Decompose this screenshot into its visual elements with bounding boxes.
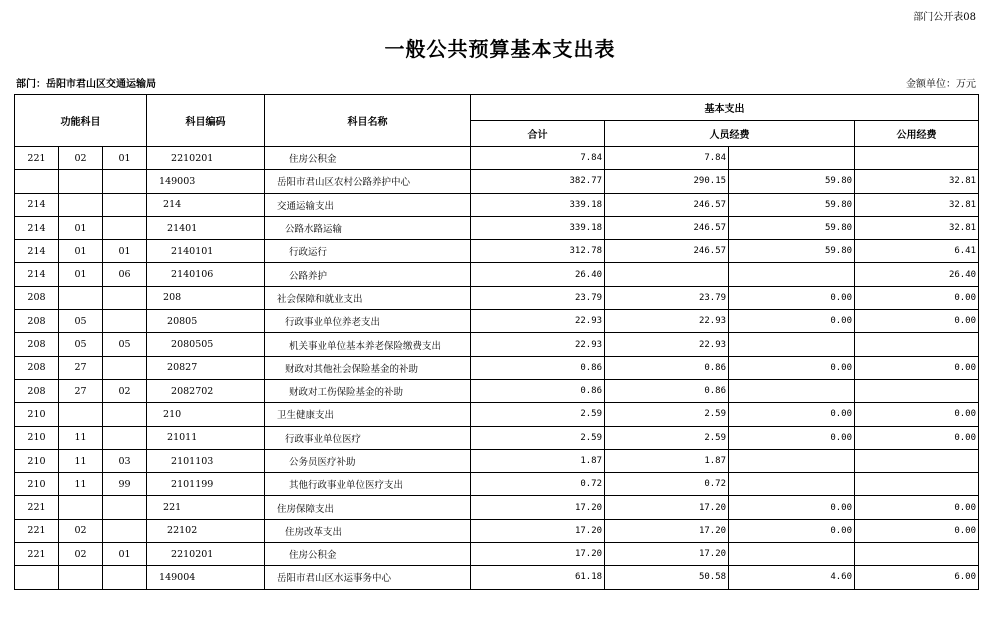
personnel-cell: 17.20 xyxy=(605,543,729,566)
table-row xyxy=(15,566,979,589)
table-row xyxy=(15,310,979,333)
func-section-cell: 11 xyxy=(59,426,103,449)
func-class-cell: 214 xyxy=(15,263,59,286)
func-class-cell: 208 xyxy=(15,333,59,356)
personnel-extra-cell xyxy=(729,473,855,496)
table-row xyxy=(15,286,979,309)
func-class-cell: 214 xyxy=(15,240,59,263)
personnel-cell: 23.79 xyxy=(605,286,729,309)
personnel-extra-cell: 0.00 xyxy=(729,356,855,379)
func-section-cell: 01 xyxy=(59,263,103,286)
personnel-cell: 290.15 xyxy=(605,170,729,193)
total-cell: 17.20 xyxy=(471,543,605,566)
subject-name-cell: 行政事业单位养老支出 xyxy=(265,310,471,333)
func-item-cell xyxy=(103,193,147,216)
subject-code-cell: 2082702 xyxy=(147,379,265,402)
total-cell: 2.59 xyxy=(471,403,605,426)
amount-unit-label: 金额单位：万元 xyxy=(906,79,976,90)
func-item-cell: 05 xyxy=(103,333,147,356)
personnel-cell: 50.58 xyxy=(605,566,729,589)
subject-code-cell: 2210201 xyxy=(147,147,265,170)
personnel-cell: 17.20 xyxy=(605,496,729,519)
table-row xyxy=(15,473,979,496)
personnel-extra-cell xyxy=(729,147,855,170)
subject-code-cell: 21011 xyxy=(147,426,265,449)
func-class-cell: 208 xyxy=(15,379,59,402)
subject-name-cell: 行政运行 xyxy=(265,240,471,263)
func-class-cell: 210 xyxy=(15,449,59,472)
header-func-subject: 功能科目 xyxy=(15,95,147,147)
personnel-extra-cell: 0.00 xyxy=(729,286,855,309)
personnel-cell: 7.84 xyxy=(605,147,729,170)
personnel-cell: 0.72 xyxy=(605,473,729,496)
func-item-cell: 99 xyxy=(103,473,147,496)
func-section-cell: 01 xyxy=(59,240,103,263)
func-item-cell xyxy=(103,496,147,519)
func-class-cell xyxy=(15,170,59,193)
func-section-cell: 01 xyxy=(59,216,103,239)
subject-name-cell: 住房公积金 xyxy=(265,147,471,170)
total-cell: 382.77 xyxy=(471,170,605,193)
public-cell: 0.00 xyxy=(855,496,979,519)
total-cell: 22.93 xyxy=(471,333,605,356)
func-class-cell: 214 xyxy=(15,216,59,239)
func-class-cell: 210 xyxy=(15,403,59,426)
func-class-cell: 221 xyxy=(15,496,59,519)
total-cell: 7.84 xyxy=(471,147,605,170)
subject-name-cell: 住房改革支出 xyxy=(265,519,471,542)
func-section-cell xyxy=(59,170,103,193)
total-cell: 339.18 xyxy=(471,193,605,216)
personnel-extra-cell: 59.80 xyxy=(729,193,855,216)
public-cell xyxy=(855,473,979,496)
func-section-cell: 11 xyxy=(59,449,103,472)
personnel-cell: 246.57 xyxy=(605,193,729,216)
public-cell: 0.00 xyxy=(855,403,979,426)
subject-name-cell: 卫生健康支出 xyxy=(265,403,471,426)
total-cell: 17.20 xyxy=(471,496,605,519)
func-item-cell xyxy=(103,426,147,449)
table-row xyxy=(15,379,979,402)
total-cell: 0.86 xyxy=(471,356,605,379)
form-number: 部门公开表08 xyxy=(913,12,976,23)
table-row xyxy=(15,426,979,449)
subject-name-cell: 其他行政事业单位医疗支出 xyxy=(265,473,471,496)
public-cell xyxy=(855,449,979,472)
personnel-extra-cell: 0.00 xyxy=(729,519,855,542)
subject-code-cell: 2210201 xyxy=(147,543,265,566)
subject-name-cell: 住房保障支出 xyxy=(265,496,471,519)
subject-code-cell: 208 xyxy=(147,286,265,309)
func-section-cell: 02 xyxy=(59,543,103,566)
table-row xyxy=(15,543,979,566)
total-cell: 339.18 xyxy=(471,216,605,239)
func-section-cell: 02 xyxy=(59,519,103,542)
subject-code-cell: 2140101 xyxy=(147,240,265,263)
personnel-extra-cell: 0.00 xyxy=(729,496,855,519)
subject-name-cell: 行政事业单位医疗 xyxy=(265,426,471,449)
func-section-cell xyxy=(59,496,103,519)
personnel-cell: 22.93 xyxy=(605,310,729,333)
func-item-cell xyxy=(103,216,147,239)
subject-code-cell: 2140106 xyxy=(147,263,265,286)
func-section-cell: 02 xyxy=(59,147,103,170)
func-item-cell xyxy=(103,170,147,193)
personnel-extra-cell xyxy=(729,263,855,286)
subject-name-cell: 财政对其他社会保险基金的补助 xyxy=(265,356,471,379)
func-section-cell xyxy=(59,566,103,589)
personnel-cell: 246.57 xyxy=(605,216,729,239)
personnel-cell: 246.57 xyxy=(605,240,729,263)
table-body xyxy=(15,147,979,590)
table-row xyxy=(15,193,979,216)
func-class-cell: 208 xyxy=(15,356,59,379)
public-cell: 0.00 xyxy=(855,519,979,542)
personnel-extra-cell: 59.80 xyxy=(729,240,855,263)
table-row xyxy=(15,449,979,472)
personnel-cell: 2.59 xyxy=(605,403,729,426)
personnel-extra-cell: 59.80 xyxy=(729,170,855,193)
subject-code-cell: 210 xyxy=(147,403,265,426)
func-section-cell xyxy=(59,403,103,426)
func-class-cell: 210 xyxy=(15,473,59,496)
personnel-cell: 0.86 xyxy=(605,356,729,379)
personnel-extra-cell: 0.00 xyxy=(729,403,855,426)
personnel-extra-cell xyxy=(729,379,855,402)
header-total: 合计 xyxy=(471,121,605,147)
table-row xyxy=(15,147,979,170)
subject-code-cell: 149004 xyxy=(147,566,265,589)
public-cell: 32.81 xyxy=(855,216,979,239)
subject-name-cell: 机关事业单位基本养老保险缴费支出 xyxy=(265,333,471,356)
subject-name-cell: 财政对工伤保险基金的补助 xyxy=(265,379,471,402)
func-section-cell: 11 xyxy=(59,473,103,496)
subject-name-cell: 岳阳市君山区水运事务中心 xyxy=(265,566,471,589)
public-cell: 32.81 xyxy=(855,193,979,216)
public-cell: 6.41 xyxy=(855,240,979,263)
subject-name-cell: 住房公积金 xyxy=(265,543,471,566)
subject-code-cell: 214 xyxy=(147,193,265,216)
table-row xyxy=(15,240,979,263)
total-cell: 26.40 xyxy=(471,263,605,286)
personnel-cell: 0.86 xyxy=(605,379,729,402)
personnel-extra-cell: 0.00 xyxy=(729,310,855,333)
func-class-cell: 210 xyxy=(15,426,59,449)
func-class-cell: 221 xyxy=(15,147,59,170)
personnel-cell: 22.93 xyxy=(605,333,729,356)
department-label: 部门：岳阳市君山区交通运输局 xyxy=(16,79,156,90)
total-cell: 22.93 xyxy=(471,310,605,333)
public-cell: 26.40 xyxy=(855,263,979,286)
subject-name-cell: 社会保障和就业支出 xyxy=(265,286,471,309)
subject-name-cell: 交通运输支出 xyxy=(265,193,471,216)
public-cell xyxy=(855,333,979,356)
public-cell xyxy=(855,379,979,402)
personnel-extra-cell: 0.00 xyxy=(729,426,855,449)
total-cell: 2.59 xyxy=(471,426,605,449)
table-row xyxy=(15,403,979,426)
func-class-cell xyxy=(15,566,59,589)
func-class-cell: 214 xyxy=(15,193,59,216)
personnel-extra-cell xyxy=(729,333,855,356)
subject-code-cell: 2080505 xyxy=(147,333,265,356)
subject-name-cell: 岳阳市君山区农村公路养护中心 xyxy=(265,170,471,193)
personnel-cell xyxy=(605,263,729,286)
total-cell: 23.79 xyxy=(471,286,605,309)
func-class-cell: 208 xyxy=(15,286,59,309)
personnel-cell: 1.87 xyxy=(605,449,729,472)
public-cell: 0.00 xyxy=(855,356,979,379)
func-class-cell: 221 xyxy=(15,543,59,566)
table-row xyxy=(15,263,979,286)
public-cell: 0.00 xyxy=(855,426,979,449)
func-item-cell: 01 xyxy=(103,543,147,566)
header-personnel: 人员经费 xyxy=(605,121,855,147)
table-row xyxy=(15,356,979,379)
total-cell: 1.87 xyxy=(471,449,605,472)
func-section-cell: 27 xyxy=(59,356,103,379)
personnel-extra-cell xyxy=(729,449,855,472)
total-cell: 17.20 xyxy=(471,519,605,542)
public-cell: 0.00 xyxy=(855,310,979,333)
func-item-cell xyxy=(103,403,147,426)
expenditure-table xyxy=(14,94,979,590)
total-cell: 0.86 xyxy=(471,379,605,402)
func-item-cell: 01 xyxy=(103,240,147,263)
personnel-extra-cell: 59.80 xyxy=(729,216,855,239)
subject-name-cell: 公务员医疗补助 xyxy=(265,449,471,472)
subject-code-cell: 20827 xyxy=(147,356,265,379)
func-item-cell: 03 xyxy=(103,449,147,472)
personnel-extra-cell: 4.60 xyxy=(729,566,855,589)
func-item-cell: 02 xyxy=(103,379,147,402)
personnel-extra-cell xyxy=(729,543,855,566)
func-class-cell: 208 xyxy=(15,310,59,333)
header-public: 公用经费 xyxy=(855,121,979,147)
subject-code-cell: 2101199 xyxy=(147,473,265,496)
total-cell: 0.72 xyxy=(471,473,605,496)
subject-name-cell: 公路养护 xyxy=(265,263,471,286)
subject-code-cell: 20805 xyxy=(147,310,265,333)
subject-code-cell: 2101103 xyxy=(147,449,265,472)
func-item-cell: 06 xyxy=(103,263,147,286)
public-cell: 0.00 xyxy=(855,286,979,309)
public-cell xyxy=(855,147,979,170)
table-row xyxy=(15,333,979,356)
func-item-cell xyxy=(103,310,147,333)
table-row xyxy=(15,519,979,542)
subject-code-cell: 21401 xyxy=(147,216,265,239)
func-item-cell xyxy=(103,286,147,309)
func-class-cell: 221 xyxy=(15,519,59,542)
func-section-cell: 05 xyxy=(59,310,103,333)
personnel-cell: 17.20 xyxy=(605,519,729,542)
func-section-cell: 05 xyxy=(59,333,103,356)
subject-code-cell: 221 xyxy=(147,496,265,519)
func-section-cell: 27 xyxy=(59,379,103,402)
func-item-cell xyxy=(103,356,147,379)
table-row xyxy=(15,170,979,193)
total-cell: 312.78 xyxy=(471,240,605,263)
public-cell: 32.81 xyxy=(855,170,979,193)
personnel-cell: 2.59 xyxy=(605,426,729,449)
table-row xyxy=(15,496,979,519)
subject-code-cell: 149003 xyxy=(147,170,265,193)
subject-code-cell: 22102 xyxy=(147,519,265,542)
total-cell: 61.18 xyxy=(471,566,605,589)
header-basic-expenditure: 基本支出 xyxy=(471,95,979,121)
subject-name-cell: 公路水路运输 xyxy=(265,216,471,239)
func-item-cell: 01 xyxy=(103,147,147,170)
table-row xyxy=(15,216,979,239)
func-section-cell xyxy=(59,286,103,309)
header-subject-code: 科目编码 xyxy=(147,95,265,147)
page-title: 一般公共预算基本支出表 xyxy=(384,37,616,61)
func-item-cell xyxy=(103,519,147,542)
func-section-cell xyxy=(59,193,103,216)
header-subject-name: 科目名称 xyxy=(265,95,471,147)
public-cell: 6.00 xyxy=(855,566,979,589)
func-item-cell xyxy=(103,566,147,589)
public-cell xyxy=(855,543,979,566)
